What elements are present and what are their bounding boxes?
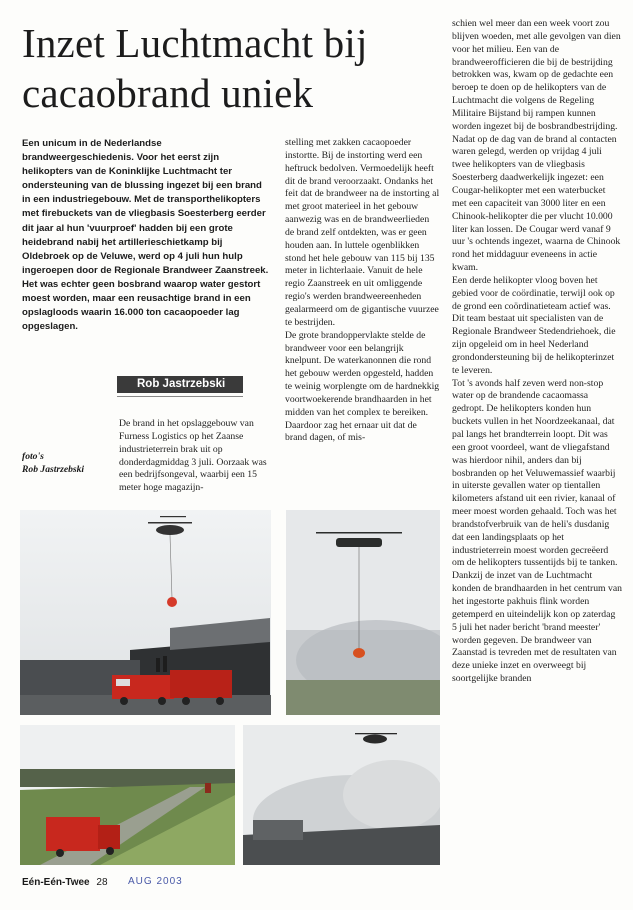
photo-fire-truck-dike	[20, 725, 235, 865]
body-column-2	[285, 137, 440, 445]
article-lead: Een unicum in de Nederlandse brandweergeschiedenis. Voor het eerst zijn helikopters van de Koninklijke Luchtmacht ter ondersteuning van de blussing ingezet bij een brand in een industriegebouw. Met de transporthelikopters met firebuckets van de vliegbasis Soesterberg eerder dit jaar al hun 'vuurproef' hadden bij een grote heidebrand nabij het artillerieschietkamp bij Oldebroek op de Veluwe, werd op 4 juli hun hulp ingeroepen door de Regionale Brandweer Zaanstreek. Het was echter geen bosbrand waarop water gestort moest worden, maar een reusachtige brand in een opslagloods waarin 16.000 ton cacaopoeder lag opgeslagen.	[22, 138, 269, 333]
page-footer	[22, 877, 108, 888]
body-column-3	[452, 18, 622, 686]
paragraph: De brand in het opslaggebouw van Furness Logistics op het Zaanse industrieterrein brak uit op donderdagmiddag 3 juli. Oorzaak was een bedrijfsongeval, waarbij een 15 meter hoge magazijn-	[119, 418, 267, 494]
paragraph: Een derde helikopter vloog boven het gebied voor de coördinatie, terwijl ook op de grond een coördinatieteam actief was. Dit team bestaat uit specialisten van de Regionale Brandweer Stedendriehoek, die zijn opgeleid om in heel Nederland grondondersteuning bij de helikopterinzet te leveren.	[452, 274, 616, 376]
paragraph: Dankzij de inzet van de Luchtmacht konden de brandhaarden in het centrum van het ingestorte pakhuis flink worden getemperd en uiteindelijk kon op zaterdag 5 juli het nader bericht 'brand meester' worden gegeven. De brandweer van Zaanstad is tevreden met de resultaten van deze unieke inzet en overweegt bij soortgelijke branden	[452, 570, 623, 685]
paragraph: stelling met zakken cacaopoeder instortte. Bij de instorting werd een heftruck bedolven. Vermoedelijk heeft dit de brand veroorzaakt. Ondanks het feit dat de brandweer na de instorting al met groot materieel in het gebouw aanwezig was en de brandweerlieden de brand zelf ontdekten, was er geen houden aan. In luttele ogenblikken stond het hele gebouw van 115 bij 135 meter in lichterlaaie. Vanuit de hele regio Zaanstreek en uit omliggende regio's werden brandweereenheden gealarmeerd om de gigantische vuurzee te bestrijden.	[285, 137, 440, 328]
author-byline: Rob Jastrzebski	[117, 376, 243, 393]
photo-credit-label: foto's	[22, 451, 44, 462]
paragraph: De grote brandoppervlakte stelde de brandweer voor een belangrijk knelpunt. De waterkanonnen die rond het gebouw werden opgesteld, hadden te weinig worplengte om de hardnekkig voortwoekerende brandhaarden in het midden van het complex te bereiken. Daardoor zag het ernaar uit dat de brand dagen, of mis-	[285, 329, 440, 444]
photo-credit-name: Rob Jastrzebski	[22, 464, 85, 475]
paragraph: Tot 's avonds half zeven werd non-stop water op de brandende cacaomassa gedropt. De helikopters konden hun buckets vullen in het Noordzeekanaal, dat pal langs het brandterrein loopt. Dit was een groot voordeel, want de vliegafstand was hierdoor nihil, anders dan bij bosbranden op het Veluwemassief waarbij in uiterste gevallen water op tientallen kilometers afstand uit een rivier, kanaal of meer moest worden gehaald. Toch was het brandstofverbruik van de heli's dusdanig dat een landingsplaats op het industrieterrein moest worden gecreëerd om de helikopters tussentijds bij te tanken.	[452, 377, 618, 569]
photo-chinook-bucket	[286, 510, 440, 715]
page-number: 28	[96, 877, 108, 888]
body-column-1	[119, 418, 271, 495]
byline-rule	[117, 396, 243, 397]
photo-cougar-smoke	[243, 725, 440, 865]
paragraph: schien wel meer dan een week voort zou blijven woeden, met alle gevolgen van dien voor het milieu. Een van de brandweerofficieren die bij de bestrijding betrokken was, kwam op de gedachte een beroep te doen op de helikopters van de Luchtmacht die volgens de Regeling Militaire Bijstand bij rampen kunnen worden ingezet bij de bosbrandbestrijding. Nadat op de dag van de brand al contacten waren gelegd, werden op vrijdag 4 juli twee helikopters van de vliegbasis Soesterberg daadwerkelijk ingezet: een Cougar-helikopter met een waterbucket met een capaciteit van 3000 liter en een Chinook-helikopter die per vlucht 10.000 liter kan lossen. De Cougar werd vanaf 9 uur 's ochtends ingezet, waarna de Chinook rond het middaguur eveneens in actie kwam.	[452, 18, 621, 274]
publication-name: Eén-Eén-Twee	[22, 877, 90, 888]
photo-credit	[22, 450, 112, 476]
article-title: Inzet Luchtmacht bij cacaobrand uniek	[22, 20, 368, 116]
date-stamp: AUG 2003	[128, 876, 183, 887]
photo-warehouse-fire-trucks	[20, 510, 271, 715]
